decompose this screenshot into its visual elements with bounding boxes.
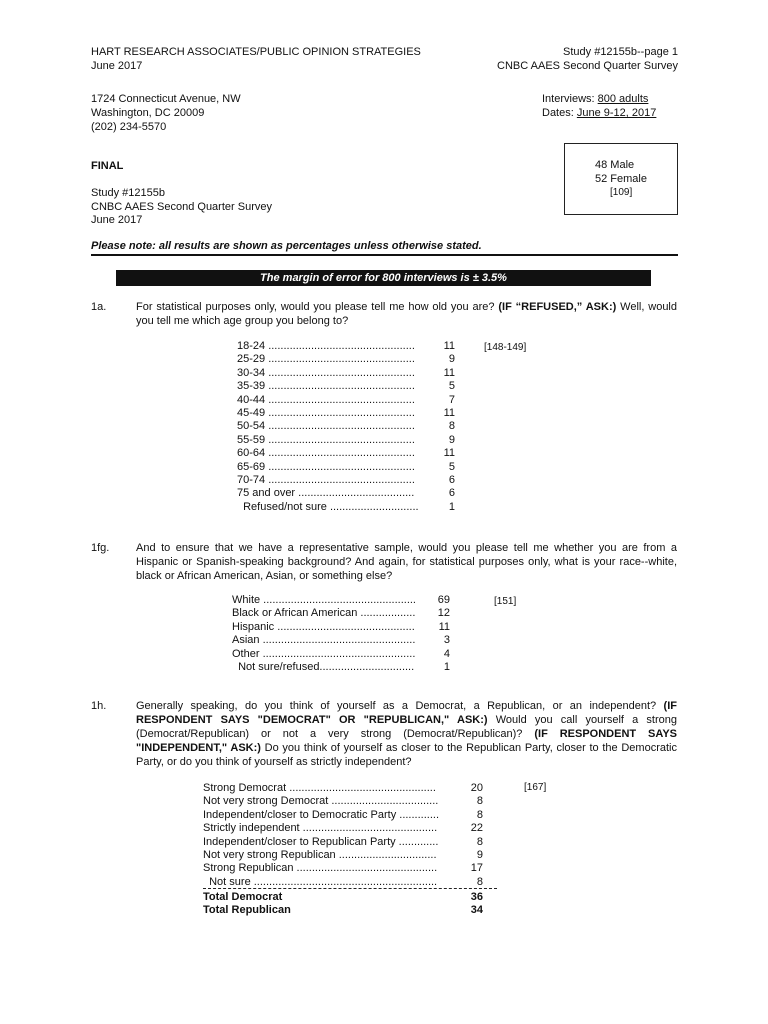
- response-row: [237, 353, 455, 366]
- response-value: 11: [438, 620, 450, 633]
- response-row: [203, 822, 483, 835]
- response-row: [232, 634, 450, 647]
- response-value: 8: [476, 835, 483, 848]
- q1h-totals-table: [203, 891, 483, 918]
- response-row: [237, 447, 455, 460]
- q1a-text-bold: (IF “REFUSED,” ASK:): [498, 301, 617, 313]
- response-value: 6: [448, 487, 455, 500]
- address-phone: (202) 234-5570: [91, 121, 167, 133]
- response-row: [237, 461, 455, 474]
- response-value: 22: [470, 822, 483, 835]
- response-row: [237, 407, 455, 420]
- response-label: Black or African American ..................: [232, 607, 416, 620]
- response-label: 30-34 ................................................: [237, 366, 415, 379]
- header-org: HART RESEARCH ASSOCIATES/PUBLIC OPINION STRATEGIES: [91, 46, 421, 58]
- q1a-number: 1a.: [91, 301, 107, 313]
- response-value: 9: [448, 353, 455, 366]
- response-label: Strong Republican ..............................................: [203, 862, 438, 875]
- response-value: 69: [437, 594, 450, 606]
- q1h-code: [167]: [524, 782, 547, 793]
- response-value: 4: [443, 647, 450, 660]
- response-value: 1: [443, 661, 450, 674]
- response-label: Not very strong Republican ................................: [203, 849, 437, 862]
- q1fg-code: [151]: [494, 596, 517, 607]
- response-label: 50-54 ................................................: [237, 420, 415, 433]
- q1h-b1: (IF RESPONDENT SAYS "DEMOCRAT" OR "REPUBLICAN," ASK:): [136, 700, 677, 726]
- results-note: Please note: all results are shown as percentages unless otherwise stated.: [91, 240, 482, 252]
- response-value: 11: [443, 407, 455, 420]
- response-value: 1: [448, 500, 455, 513]
- final-study: Study #12155b: [91, 187, 166, 199]
- response-value: 8: [448, 420, 455, 433]
- response-row: [203, 862, 483, 875]
- response-label: Other ..................................................: [232, 647, 416, 660]
- response-value: 11: [443, 447, 455, 460]
- response-label: 60-64 ................................................: [237, 447, 415, 460]
- response-label: Independent/closer to Democratic Party .............: [203, 808, 439, 821]
- response-value: 20: [470, 782, 483, 794]
- total-row: [203, 891, 483, 904]
- header-study-page: Study #12155b--page 1: [563, 46, 678, 58]
- response-row: [203, 809, 483, 822]
- q1h-t2: Would you call yourself a strong (Democrat/Republican) or not a very strong (Democrat/Republican)?: [136, 714, 677, 740]
- response-value: 9: [476, 849, 483, 862]
- response-row: [232, 594, 450, 607]
- response-value: 8: [476, 875, 483, 888]
- response-row: [203, 782, 483, 795]
- response-label: Independent/closer to Republican Party .............: [203, 835, 439, 848]
- final-survey: CNBC AAES Second Quarter Survey: [91, 201, 272, 213]
- response-label: Total Republican: [203, 904, 291, 917]
- response-value: 5: [448, 380, 455, 393]
- response-label: White ..................................................: [232, 594, 416, 606]
- response-value: 11: [443, 366, 455, 379]
- response-label: 40-44 ................................................: [237, 393, 415, 406]
- response-label: 75 and over ......................................: [237, 487, 415, 500]
- interviews-line: [542, 93, 648, 107]
- rule-divider: [91, 254, 678, 256]
- response-value: 8: [476, 808, 483, 821]
- response-row: [237, 420, 455, 433]
- q1h-response-table: [203, 782, 483, 889]
- response-value: 11: [443, 340, 455, 352]
- final-date: June 2017: [91, 214, 143, 226]
- response-value: 9: [448, 433, 455, 446]
- response-value: 7: [448, 393, 455, 406]
- q1h-text: [136, 699, 677, 769]
- response-row: [203, 795, 483, 808]
- response-row: [232, 607, 450, 620]
- q1a-text-post: Well, would you tell me which age group you belong to?: [136, 301, 677, 327]
- gender-female: 52 Female: [595, 173, 647, 185]
- q1fg-text: And to ensure that we have a representative sample, would you please tell me whether you are from a Hispanic or Spanish-speaking background? And again, for statistical purposes only, what is your race--white, black or African American, Asian, or something else?: [136, 542, 677, 582]
- response-row: [203, 836, 483, 849]
- gender-male: 48 Male: [595, 159, 635, 171]
- dates-value: June 9-12, 2017: [576, 107, 657, 119]
- response-row: [237, 487, 455, 500]
- response-value: 3: [443, 634, 450, 647]
- q1h-t3: Do you think of yourself as closer to the Republican Party, closer to the Democratic Party, or do you think of yourself as strictly independent?: [136, 742, 677, 768]
- response-row: [237, 340, 455, 353]
- response-label: Strictly independent ............................................: [203, 822, 438, 835]
- q1a-text: [136, 300, 677, 328]
- q1h-number: 1h.: [91, 700, 107, 712]
- dates-label: Dates:: [542, 107, 574, 119]
- q1a-code: [148-149]: [484, 342, 527, 353]
- q1h-b2: (IF RESPONDENT SAYS "INDEPENDENT," ASK:): [136, 728, 677, 754]
- response-label: Strong Democrat ................................................: [203, 782, 436, 794]
- response-label: Not sure/refused...............................: [232, 661, 415, 674]
- response-value: 12: [437, 607, 450, 620]
- header-survey-name: CNBC AAES Second Quarter Survey: [497, 60, 678, 72]
- gender-box: [564, 143, 678, 215]
- response-label: 70-74 ................................................: [237, 474, 415, 487]
- response-label: Asian ..................................................: [232, 634, 416, 647]
- response-value: 6: [448, 474, 455, 487]
- response-label: Refused/not sure .............................: [237, 500, 419, 513]
- response-value: 34: [470, 904, 483, 917]
- q1h-t1: Generally speaking, do you think of yourself as a Democrat, a Republican, or an independent?: [136, 700, 657, 712]
- interviews-value: 800 adults: [597, 93, 649, 105]
- response-row: [232, 621, 450, 634]
- address-street: 1724 Connecticut Avenue, NW: [91, 93, 241, 105]
- response-label: Total Democrat: [203, 891, 283, 903]
- q1fg-number: 1fg.: [91, 542, 110, 554]
- response-label: Hispanic .............................................: [232, 620, 415, 633]
- response-label: 65-69 ................................................: [237, 460, 415, 473]
- response-value: 5: [448, 460, 455, 473]
- gender-code: [109]: [610, 187, 633, 198]
- total-row: [203, 904, 483, 917]
- address-city: Washington, DC 20009: [91, 107, 205, 119]
- q1a-response-table: [237, 340, 455, 514]
- margin-of-error-banner: The margin of error for 800 interviews is ± 3.5%: [116, 270, 651, 286]
- response-label: 55-59 ................................................: [237, 433, 415, 446]
- response-value: 8: [476, 795, 483, 808]
- response-row: [237, 380, 455, 393]
- response-label: Not very strong Democrat ...................................: [203, 795, 439, 808]
- response-row: [203, 849, 483, 862]
- response-label: 45-49 ................................................: [237, 407, 415, 420]
- response-row: [237, 367, 455, 380]
- response-row: [237, 394, 455, 407]
- header-date: June 2017: [91, 60, 143, 72]
- response-label: 35-39 ................................................: [237, 380, 415, 393]
- q1a-text-pre: For statistical purposes only, would you please tell me how old you are?: [136, 301, 495, 313]
- response-row: [237, 434, 455, 447]
- response-label: 25-29 ................................................: [237, 353, 415, 366]
- response-label: Not sure ............................................................: [203, 875, 438, 888]
- response-label: 18-24 ................................................: [237, 340, 415, 352]
- response-row: [237, 501, 455, 514]
- q1h-total-divider: [203, 888, 497, 889]
- dates-line: [542, 107, 656, 121]
- q1fg-response-table: [232, 594, 450, 674]
- interviews-label: Interviews:: [542, 93, 595, 105]
- response-value: 17: [470, 862, 483, 875]
- response-row: [232, 648, 450, 661]
- response-row: [232, 661, 450, 674]
- final-label: FINAL: [91, 160, 124, 172]
- response-row: [237, 474, 455, 487]
- response-value: 36: [470, 891, 483, 903]
